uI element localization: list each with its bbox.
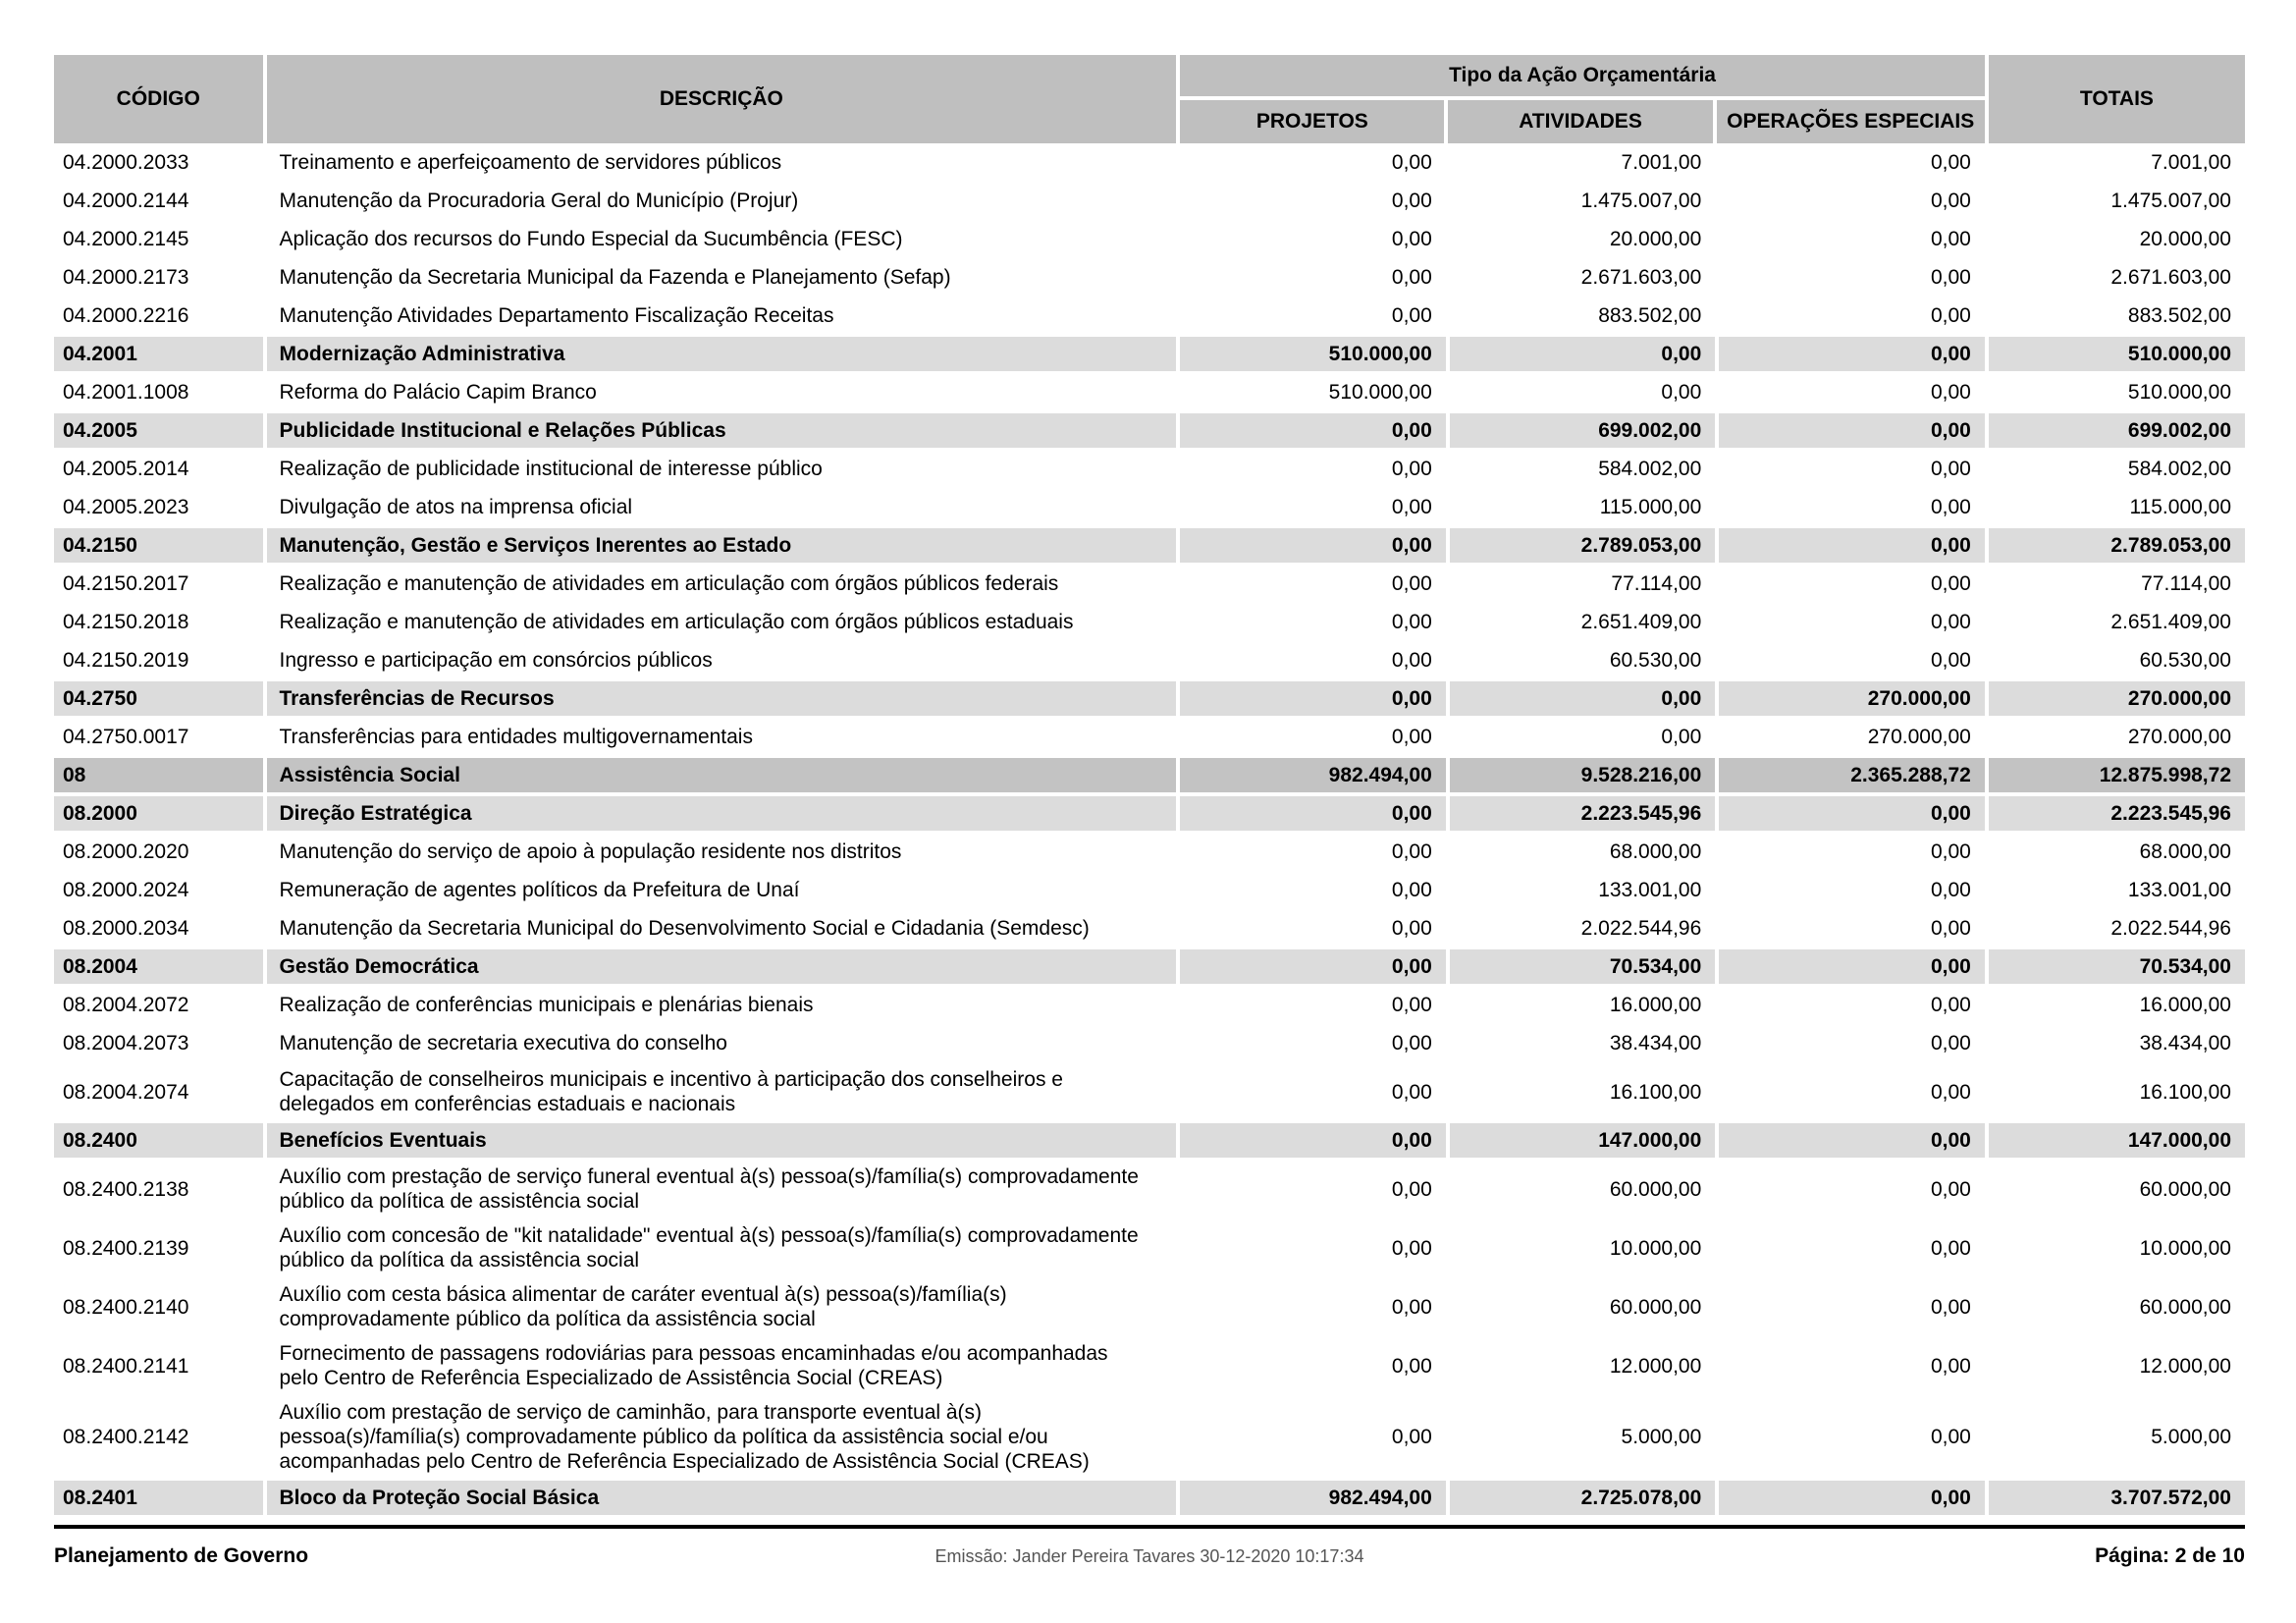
table-row — [54, 335, 2245, 373]
cell-totais: 2.789.053,00 — [1989, 528, 2245, 563]
cell-codigo: 04.2000.2216 — [54, 297, 267, 335]
table-row — [54, 220, 2245, 258]
cell-projetos: 0,00 — [1180, 1062, 1450, 1121]
cell-operacoes-especiais: 0,00 — [1719, 450, 1989, 488]
cell-totais: 584.002,00 — [2127, 458, 2231, 480]
header-tipo-acao-subcolumns — [1180, 100, 1985, 143]
cell-operacoes-especiais: 0,00 — [1719, 986, 1989, 1024]
cell-descricao: Manutenção de secretaria executiva do conselho — [267, 1024, 1181, 1062]
cell-descricao: Publicidade Institucional e Relações Públicas — [267, 413, 1181, 448]
cell-descricao: Auxílio com prestação de serviço de caminhão, para transporte eventual à(s) pessoa(s)/família(s) comprovadamente público da política da assistência social e/ou acompanhadas pelo Centro de Referência Especializado de Assistência Social (CREAS) — [267, 1395, 1181, 1479]
cell-codigo: 04.2150.2019 — [54, 641, 267, 679]
cell-projetos: 982.494,00 — [1180, 758, 1450, 792]
cell-atividades: 147.000,00 — [1450, 1123, 1720, 1158]
header-operacoes-especiais: OPERAÇÕES ESPECIAIS — [1717, 100, 1985, 143]
cell-operacoes-especiais: 0,00 — [1719, 796, 1989, 831]
cell-descricao: Auxílio com prestação de serviço funeral eventual à(s) pessoa(s)/família(s) comprovadamente público da política de assistência social — [267, 1160, 1181, 1218]
footer-page-number: Página: 2 de 10 — [2095, 1544, 2245, 1567]
header-codigo: CÓDIGO — [54, 55, 267, 143]
cell-codigo: 04.2000.2173 — [54, 258, 267, 297]
cell-atividades: 60.530,00 — [1450, 641, 1720, 679]
cell-totais: 699.002,00 — [1989, 413, 2245, 448]
cell-projetos: 0,00 — [1180, 182, 1450, 220]
cell-descricao: Manutenção Atividades Departamento Fiscalização Receitas — [267, 297, 1181, 335]
header-atividades: ATIVIDADES — [1448, 100, 1716, 143]
cell-codigo: 04.2005.2023 — [54, 488, 267, 526]
cell-codigo: 04.2000.2145 — [54, 220, 267, 258]
cell-operacoes-especiais: 0,00 — [1719, 413, 1989, 448]
cell-codigo: 04.2150 — [54, 528, 267, 563]
table-row — [54, 1336, 2245, 1395]
cell-operacoes-especiais: 0,00 — [1719, 182, 1989, 220]
table-row — [54, 603, 2245, 641]
cell-descricao: Reforma do Palácio Capim Branco — [267, 373, 1181, 411]
cell-projetos: 0,00 — [1180, 986, 1450, 1024]
budget-table — [54, 55, 2245, 1517]
header-descricao: DESCRIÇÃO — [267, 55, 1181, 143]
cell-atividades: 699.002,00 — [1450, 413, 1720, 448]
cell-descricao: Manutenção do serviço de apoio à população residente nos distritos — [267, 833, 1181, 871]
table-row — [54, 565, 2245, 603]
cell-totais: 68.000,00 — [2139, 840, 2231, 863]
cell-totais: 5.000,00 — [2151, 1426, 2231, 1448]
table-row — [54, 373, 2245, 411]
cell-projetos: 0,00 — [1180, 949, 1450, 984]
cell-operacoes-especiais: 0,00 — [1719, 641, 1989, 679]
cell-atividades: 77.114,00 — [1450, 565, 1720, 603]
cell-atividades: 5.000,00 — [1450, 1395, 1720, 1479]
cell-atividades: 115.000,00 — [1450, 488, 1720, 526]
cell-atividades: 133.001,00 — [1450, 871, 1720, 909]
cell-descricao: Transferências para entidades multigovernamentais — [267, 718, 1181, 756]
cell-totais: 16.000,00 — [2139, 994, 2231, 1016]
cell-codigo: 04.2750.0017 — [54, 718, 267, 756]
cell-operacoes-especiais: 0,00 — [1719, 528, 1989, 563]
cell-operacoes-especiais: 0,00 — [1719, 1336, 1989, 1395]
cell-descricao: Ingresso e participação em consórcios públicos — [267, 641, 1181, 679]
cell-descricao: Capacitação de conselheiros municipais e incentivo à participação dos conselheiros e delegados em conferências estaduais e nacionais — [267, 1062, 1181, 1121]
cell-projetos: 0,00 — [1180, 641, 1450, 679]
cell-projetos: 0,00 — [1180, 450, 1450, 488]
cell-projetos: 0,00 — [1180, 297, 1450, 335]
cell-totais: 12.000,00 — [2139, 1354, 2231, 1378]
cell-totais: 70.534,00 — [1989, 949, 2245, 984]
cell-descricao: Auxílio com cesta básica alimentar de caráter eventual à(s) pessoa(s)/família(s) comprovadamente público da política da assistência social — [267, 1277, 1181, 1336]
cell-projetos: 0,00 — [1180, 1336, 1450, 1395]
cell-codigo: 04.2001 — [54, 337, 267, 371]
cell-totais: 147.000,00 — [1989, 1123, 2245, 1158]
cell-operacoes-especiais: 0,00 — [1719, 603, 1989, 641]
cell-totais: 60.530,00 — [2139, 649, 2231, 672]
cell-codigo: 04.2750 — [54, 681, 267, 716]
cell-totais: 2.223.545,96 — [1989, 796, 2245, 831]
table-row — [54, 1160, 2245, 1218]
cell-codigo: 08.2400.2139 — [54, 1218, 267, 1277]
cell-atividades: 0,00 — [1450, 681, 1720, 716]
table-row — [54, 986, 2245, 1024]
table-row — [54, 450, 2245, 488]
table-row — [54, 641, 2245, 679]
cell-atividades: 584.002,00 — [1450, 450, 1720, 488]
cell-codigo: 08.2000.2024 — [54, 871, 267, 909]
footer-emission-info: Emissão: Jander Pereira Tavares 30-12-2020 10:17:34 — [934, 1546, 1364, 1566]
cell-descricao: Assistência Social — [267, 758, 1181, 792]
table-row — [54, 143, 2245, 182]
table-row — [54, 182, 2245, 220]
cell-descricao: Aplicação dos recursos do Fundo Especial da Sucumbência (FESC) — [267, 220, 1181, 258]
cell-atividades: 883.502,00 — [1450, 297, 1720, 335]
cell-totais: 38.434,00 — [2139, 1032, 2231, 1055]
cell-descricao: Manutenção da Procuradoria Geral do Município (Projur) — [267, 182, 1181, 220]
cell-projetos: 0,00 — [1180, 603, 1450, 641]
cell-totais: 10.000,00 — [2139, 1236, 2231, 1260]
table-row — [54, 718, 2245, 756]
cell-descricao: Bloco da Proteção Social Básica — [267, 1481, 1181, 1515]
cell-operacoes-especiais: 0,00 — [1719, 833, 1989, 871]
cell-totais: 133.001,00 — [2127, 879, 2231, 901]
cell-projetos: 0,00 — [1180, 718, 1450, 756]
cell-totais: 7.001,00 — [2151, 151, 2231, 174]
cell-operacoes-especiais: 0,00 — [1719, 258, 1989, 297]
table-row — [54, 679, 2245, 718]
cell-codigo: 08.2004 — [54, 949, 267, 984]
cell-atividades: 10.000,00 — [1450, 1218, 1720, 1277]
cell-atividades: 38.434,00 — [1450, 1024, 1720, 1062]
cell-atividades: 68.000,00 — [1450, 833, 1720, 871]
cell-codigo: 08.2400.2141 — [54, 1336, 267, 1395]
cell-atividades: 12.000,00 — [1450, 1336, 1720, 1395]
cell-codigo: 04.2001.1008 — [54, 373, 267, 411]
cell-projetos: 0,00 — [1180, 681, 1450, 716]
table-body — [54, 143, 2245, 1517]
cell-totais: 77.114,00 — [2141, 572, 2231, 595]
cell-operacoes-especiais: 270.000,00 — [1719, 718, 1989, 756]
cell-atividades: 2.022.544,96 — [1450, 909, 1720, 947]
cell-atividades: 2.725.078,00 — [1450, 1481, 1720, 1515]
cell-projetos: 0,00 — [1180, 488, 1450, 526]
cell-projetos: 0,00 — [1180, 1123, 1450, 1158]
cell-atividades: 2.651.409,00 — [1450, 603, 1720, 641]
cell-codigo: 08 — [54, 758, 267, 792]
table-row — [54, 258, 2245, 297]
table-row — [54, 833, 2245, 871]
cell-descricao: Gestão Democrática — [267, 949, 1181, 984]
cell-projetos: 0,00 — [1180, 796, 1450, 831]
cell-codigo: 08.2400.2140 — [54, 1277, 267, 1336]
cell-operacoes-especiais: 0,00 — [1719, 1395, 1989, 1479]
cell-atividades: 70.534,00 — [1450, 949, 1720, 984]
cell-atividades: 1.475.007,00 — [1450, 182, 1720, 220]
cell-atividades: 0,00 — [1450, 718, 1720, 756]
table-row — [54, 1218, 2245, 1277]
cell-operacoes-especiais: 0,00 — [1719, 1062, 1989, 1121]
cell-codigo: 04.2000.2144 — [54, 182, 267, 220]
cell-operacoes-especiais: 0,00 — [1719, 143, 1989, 182]
cell-descricao: Divulgação de atos na imprensa oficial — [267, 488, 1181, 526]
cell-operacoes-especiais: 0,00 — [1719, 1277, 1989, 1336]
table-row — [54, 1479, 2245, 1517]
cell-operacoes-especiais: 0,00 — [1719, 1160, 1989, 1218]
cell-totais: 1.475.007,00 — [2110, 189, 2231, 212]
cell-projetos: 0,00 — [1180, 1277, 1450, 1336]
cell-totais: 16.100,00 — [2139, 1080, 2231, 1104]
cell-totais: 60.000,00 — [2139, 1177, 2231, 1201]
cell-operacoes-especiais: 0,00 — [1719, 297, 1989, 335]
table-row — [54, 756, 2245, 794]
cell-projetos: 982.494,00 — [1180, 1481, 1450, 1515]
table-row — [54, 909, 2245, 947]
cell-codigo: 04.2005.2014 — [54, 450, 267, 488]
table-row — [54, 871, 2245, 909]
cell-descricao: Realização de conferências municipais e plenárias bienais — [267, 986, 1181, 1024]
cell-descricao: Manutenção da Secretaria Municipal da Fazenda e Planejamento (Sefap) — [267, 258, 1181, 297]
cell-atividades: 60.000,00 — [1450, 1277, 1720, 1336]
cell-operacoes-especiais: 0,00 — [1719, 1481, 1989, 1515]
cell-projetos: 510.000,00 — [1180, 337, 1450, 371]
cell-atividades: 0,00 — [1450, 373, 1720, 411]
cell-projetos: 0,00 — [1180, 1024, 1450, 1062]
table-row — [54, 526, 2245, 565]
cell-operacoes-especiais: 0,00 — [1719, 1123, 1989, 1158]
cell-operacoes-especiais: 0,00 — [1719, 488, 1989, 526]
cell-totais: 510.000,00 — [1989, 337, 2245, 371]
cell-atividades: 9.528.216,00 — [1450, 758, 1720, 792]
table-row — [54, 947, 2245, 986]
table-row — [54, 1062, 2245, 1121]
header-projetos: PROJETOS — [1180, 100, 1448, 143]
cell-totais: 60.000,00 — [2139, 1295, 2231, 1319]
cell-totais: 2.671.603,00 — [2110, 266, 2231, 289]
cell-operacoes-especiais: 2.365.288,72 — [1719, 758, 1989, 792]
cell-operacoes-especiais: 0,00 — [1719, 373, 1989, 411]
table-row — [54, 297, 2245, 335]
cell-descricao: Manutenção da Secretaria Municipal do Desenvolvimento Social e Cidadania (Semdesc) — [267, 909, 1181, 947]
cell-operacoes-especiais: 0,00 — [1719, 871, 1989, 909]
cell-totais: 2.022.544,96 — [2110, 917, 2231, 940]
cell-descricao: Benefícios Eventuais — [267, 1123, 1181, 1158]
cell-codigo: 08.2400.2142 — [54, 1395, 267, 1479]
cell-atividades: 60.000,00 — [1450, 1160, 1720, 1218]
cell-descricao: Realização e manutenção de atividades em articulação com órgãos públicos federais — [267, 565, 1181, 603]
cell-codigo: 08.2000 — [54, 796, 267, 831]
cell-totais: 115.000,00 — [2129, 496, 2231, 518]
header-tipo-acao-title: Tipo da Ação Orçamentária — [1180, 55, 1985, 100]
table-row — [54, 794, 2245, 833]
cell-descricao: Transferências de Recursos — [267, 681, 1181, 716]
table-row — [54, 1121, 2245, 1160]
cell-projetos: 0,00 — [1180, 528, 1450, 563]
cell-projetos: 510.000,00 — [1180, 373, 1450, 411]
cell-codigo: 08.2401 — [54, 1481, 267, 1515]
cell-codigo: 08.2000.2020 — [54, 833, 267, 871]
cell-atividades: 2.223.545,96 — [1450, 796, 1720, 831]
cell-operacoes-especiais: 0,00 — [1719, 1024, 1989, 1062]
cell-codigo: 04.2150.2018 — [54, 603, 267, 641]
cell-totais: 20.000,00 — [2139, 228, 2231, 250]
cell-codigo: 08.2004.2072 — [54, 986, 267, 1024]
table-row — [54, 411, 2245, 450]
footer — [54, 1544, 2245, 1568]
cell-codigo: 04.2150.2017 — [54, 565, 267, 603]
header-tipo-acao-group — [1180, 55, 1989, 143]
cell-projetos: 0,00 — [1180, 258, 1450, 297]
cell-atividades: 16.000,00 — [1450, 986, 1720, 1024]
cell-codigo: 08.2400.2138 — [54, 1160, 267, 1218]
footer-divider — [54, 1525, 2245, 1529]
cell-projetos: 0,00 — [1180, 413, 1450, 448]
cell-totais: 3.707.572,00 — [1989, 1481, 2245, 1515]
cell-codigo: 08.2400 — [54, 1123, 267, 1158]
cell-totais: 270.000,00 — [1989, 681, 2245, 716]
cell-totais: 510.000,00 — [2127, 381, 2231, 404]
cell-projetos: 0,00 — [1180, 565, 1450, 603]
cell-atividades: 7.001,00 — [1450, 143, 1720, 182]
cell-atividades: 2.671.603,00 — [1450, 258, 1720, 297]
cell-codigo: 08.2004.2074 — [54, 1062, 267, 1121]
cell-atividades: 0,00 — [1450, 337, 1720, 371]
cell-atividades: 16.100,00 — [1450, 1062, 1720, 1121]
cell-descricao: Realização de publicidade institucional de interesse público — [267, 450, 1181, 488]
cell-codigo: 08.2004.2073 — [54, 1024, 267, 1062]
cell-descricao: Modernização Administrativa — [267, 337, 1181, 371]
table-row — [54, 1395, 2245, 1479]
cell-projetos: 0,00 — [1180, 1218, 1450, 1277]
table-row — [54, 1277, 2245, 1336]
cell-descricao: Realização e manutenção de atividades em articulação com órgãos públicos estaduais — [267, 603, 1181, 641]
cell-operacoes-especiais: 0,00 — [1719, 337, 1989, 371]
cell-projetos: 0,00 — [1180, 833, 1450, 871]
cell-projetos: 0,00 — [1180, 1395, 1450, 1479]
cell-descricao: Remuneração de agentes políticos da Prefeitura de Unaí — [267, 871, 1181, 909]
table-header — [54, 55, 2245, 143]
cell-codigo: 04.2005 — [54, 413, 267, 448]
cell-totais: 12.875.998,72 — [1989, 758, 2245, 792]
cell-totais: 270.000,00 — [2127, 726, 2231, 748]
cell-projetos: 0,00 — [1180, 909, 1450, 947]
cell-projetos: 0,00 — [1180, 871, 1450, 909]
footer-report-name: Planejamento de Governo — [54, 1544, 309, 1567]
table-row — [54, 488, 2245, 526]
cell-projetos: 0,00 — [1180, 220, 1450, 258]
cell-atividades: 20.000,00 — [1450, 220, 1720, 258]
cell-operacoes-especiais: 0,00 — [1719, 909, 1989, 947]
header-totais: TOTAIS — [1989, 55, 2245, 143]
cell-codigo: 04.2000.2033 — [54, 143, 267, 182]
cell-codigo: 08.2000.2034 — [54, 909, 267, 947]
cell-descricao: Auxílio com concesão de "kit natalidade" eventual à(s) pessoa(s)/família(s) comprovadamente público da política da assistência social — [267, 1218, 1181, 1277]
cell-descricao: Manutenção, Gestão e Serviços Inerentes ao Estado — [267, 528, 1181, 563]
cell-operacoes-especiais: 0,00 — [1719, 565, 1989, 603]
cell-operacoes-especiais: 0,00 — [1719, 949, 1989, 984]
cell-totais: 883.502,00 — [2127, 304, 2231, 327]
cell-projetos: 0,00 — [1180, 1160, 1450, 1218]
cell-operacoes-especiais: 270.000,00 — [1719, 681, 1989, 716]
cell-descricao: Fornecimento de passagens rodoviárias para pessoas encaminhadas e/ou acompanhadas pelo Centro de Referência Especializado de Assistência Social (CREAS) — [267, 1336, 1181, 1395]
cell-projetos: 0,00 — [1180, 143, 1450, 182]
cell-descricao: Treinamento e aperfeiçoamento de servidores públicos — [267, 143, 1181, 182]
cell-operacoes-especiais: 0,00 — [1719, 1218, 1989, 1277]
cell-descricao: Direção Estratégica — [267, 796, 1181, 831]
cell-operacoes-especiais: 0,00 — [1719, 220, 1989, 258]
table-row — [54, 1024, 2245, 1062]
cell-totais: 2.651.409,00 — [2110, 611, 2231, 633]
cell-atividades: 2.789.053,00 — [1450, 528, 1720, 563]
